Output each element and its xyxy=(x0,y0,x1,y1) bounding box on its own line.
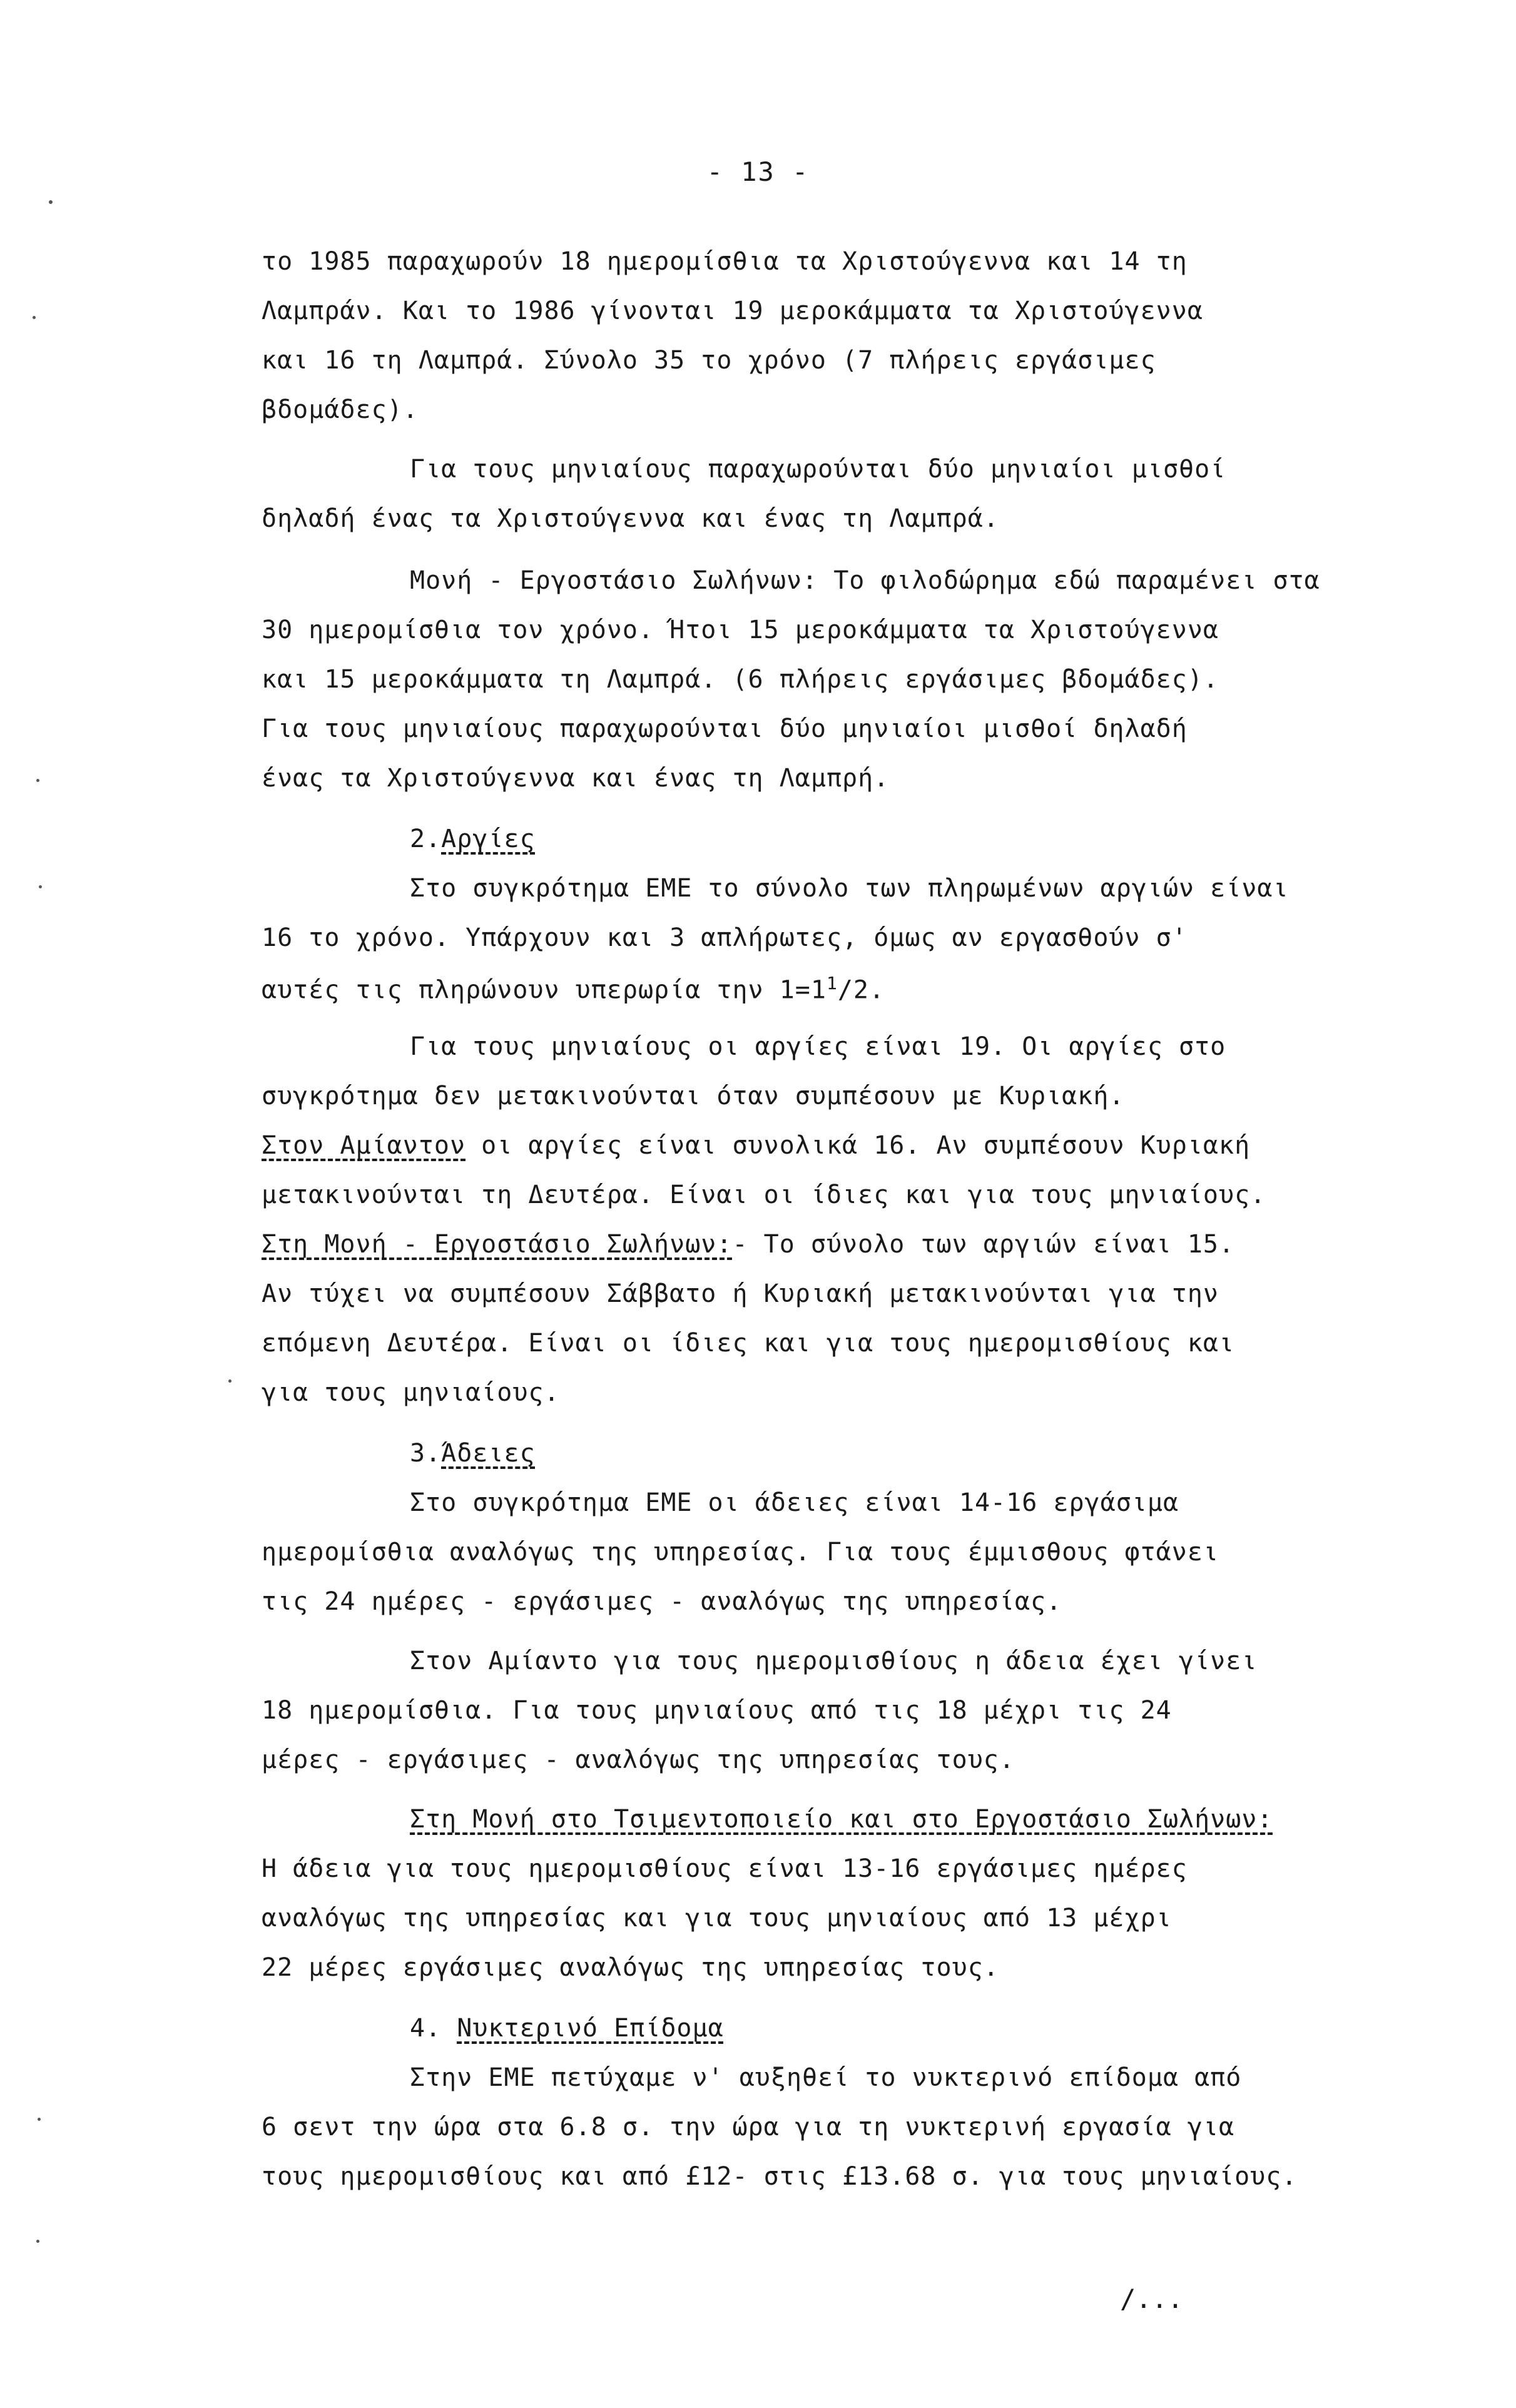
section-title: Νυκτερινό Επίδομα xyxy=(457,2014,724,2043)
paragraph-text: - Το σύνολο των αργιών είναι 15. xyxy=(732,1230,1235,1259)
paragraph-line: 30 ημερομίσθια τον χρόνο. Ήτοι 15 μεροκάμματα τα Χριστούγεννα xyxy=(262,616,1219,644)
paragraph-line: 6 σεντ την ώρα στα 6.8 σ. την ώρα για τη νυκτερινή εργασία για xyxy=(262,2113,1235,2141)
paragraph-line: 16 το χρόνο. Υπάρχουν και 3 απλήρωτες, όμως αν εργασθούν σ' xyxy=(262,923,1188,952)
paragraph-line: ημερομίσθια αναλόγως της υπηρεσίας. Για τους έμμισθους φτάνει xyxy=(262,1538,1219,1567)
paragraph-line: Στο συγκρότημα ΕΜΕ οι άδειες είναι 14-16 εργάσιμα xyxy=(410,1488,1179,1517)
paragraph-line: Για τους μηνιαίους οι αργίες είναι 19. Οι αργίες στο xyxy=(410,1032,1226,1061)
scan-speck xyxy=(36,779,39,782)
paragraph-line xyxy=(262,1230,1234,1259)
section-number: 3. xyxy=(410,1439,442,1468)
paragraph-line: δηλαδή ένας τα Χριστούγεννα και ένας τη Λαμπρά. xyxy=(262,504,999,533)
underlined-label: Στη Μονή στο Τσιμεντοποιείο και στο Εργοστάσιο Σωλήνων: xyxy=(410,1805,1273,1834)
section-heading xyxy=(410,825,536,853)
paragraph-text: αυτές τις πληρώνουν υπερωρία την 1=1 xyxy=(262,975,827,1005)
paragraph-line: βδομάδες). xyxy=(262,395,419,424)
page-number: - 13 - xyxy=(706,156,810,187)
paragraph-line: επόμενη Δευτέρα. Είναι οι ίδιες και για τους ημερομισθίους και xyxy=(262,1329,1235,1358)
paragraph-text: /2. xyxy=(837,975,885,1005)
scan-speck xyxy=(36,2240,39,2243)
section-title: Άδειες xyxy=(441,1439,536,1468)
paragraph-line: μετακινούνται τη Δευτέρα. Είναι οι ίδιες και για τους μηνιαίους. xyxy=(262,1181,1266,1209)
section-number: 4. xyxy=(410,2014,442,2043)
paragraph-text: οι αργίες είναι συνολικά 16. Αν συμπέσουν Κυριακή xyxy=(465,1131,1251,1160)
superscript: 1 xyxy=(826,973,838,993)
paragraph-line: 18 ημερομίσθια. Για τους μηνιαίους από τις 18 μέχρι τις 24 xyxy=(262,1696,1172,1725)
paragraph-line: Στον Αμίαντο για τους ημερομισθίους η άδεια έχει γίνει xyxy=(410,1647,1258,1675)
paragraph-line: το 1985 παραχωρούν 18 ημερομίσθια τα Χριστούγεννα και 14 τη xyxy=(262,247,1188,276)
scan-speck xyxy=(38,2118,41,2121)
section-title: Αργίες xyxy=(441,825,536,853)
paragraph-line: και 16 τη Λαμπρά. Σύνολο 35 το χρόνο (7 πλήρεις εργάσιμες xyxy=(262,346,1156,375)
paragraph-line: Για τους μηνιαίους παραχωρούνται δύο μηνιαίοι μισθοί δηλαδή xyxy=(262,714,1188,743)
section-heading xyxy=(410,2014,724,2043)
paragraph-line: για τους μηνιαίους. xyxy=(262,1378,560,1407)
paragraph-line: Για τους μηνιαίους παραχωρούνται δύο μηνιαίοι μισθοί xyxy=(410,455,1226,484)
paragraph-line: συγκρότημα δεν μετακινούνται όταν συμπέσουν με Κυριακή. xyxy=(262,1082,1125,1110)
paragraph-line: τους ημερομισθίους και από £12- στις £13.68 σ. για τους μηνιαίους. xyxy=(262,2162,1298,2191)
paragraph-line: ένας τα Χριστούγεννα και ένας τη Λαμπρή. xyxy=(262,764,890,793)
paragraph-line: και 15 μεροκάμματα τη Λαμπρά. (6 πλήρεις εργάσιμες βδομάδες). xyxy=(262,665,1219,694)
paragraph-line: 22 μέρες εργάσιμες αναλόγως της υπηρεσίας τους. xyxy=(262,1953,999,1982)
scan-speck xyxy=(228,1379,231,1383)
paragraph-line: τις 24 ημέρες - εργάσιμες - αναλόγως της υπηρεσίας. xyxy=(262,1587,1062,1616)
scan-speck xyxy=(33,316,36,319)
section-number: 2. xyxy=(410,825,442,853)
underlined-label: Στον Αμίαντον xyxy=(262,1131,466,1160)
scan-speck xyxy=(39,885,42,888)
section-heading xyxy=(410,1439,536,1468)
continuation-mark: /... xyxy=(1120,2284,1184,2314)
paragraph-line: Μονή - Εργοστάσιο Σωλήνων: Το φιλοδώρημα εδώ παραμένει στα xyxy=(410,566,1320,595)
underlined-label: Στη Μονή - Εργοστάσιο Σωλήνων: xyxy=(262,1230,733,1259)
paragraph-line: Στο συγκρότημα ΕΜΕ το σύνολο των πληρωμένων αργιών είναι xyxy=(410,874,1289,903)
paragraph-line: Στην ΕΜΕ πετύχαμε ν' αυξηθεί το νυκτερινό επίδομα από xyxy=(410,2063,1242,2092)
paragraph-line: μέρες - εργάσιμες - αναλόγως της υπηρεσίας τους. xyxy=(262,1745,1015,1774)
paragraph-line xyxy=(410,1805,1273,1834)
paragraph-line: Η άδεια για τους ημερομισθίους είναι 13-16 εργάσιμες ημέρες xyxy=(262,1854,1188,1883)
scan-speck xyxy=(49,200,53,204)
paragraph-line xyxy=(262,1131,1250,1160)
paragraph-line: Αν τύχει να συμπέσουν Σάββατο ή Κυριακή μετακινούνται για την xyxy=(262,1279,1219,1308)
paragraph-line: αναλόγως της υπηρεσίας και για τους μηνιαίους από 13 μέχρι xyxy=(262,1904,1172,1933)
paragraph-line xyxy=(262,973,885,1004)
paragraph-line: Λαμπράν. Και το 1986 γίνονται 19 μεροκάμματα τα Χριστούγεννα xyxy=(262,297,1203,325)
